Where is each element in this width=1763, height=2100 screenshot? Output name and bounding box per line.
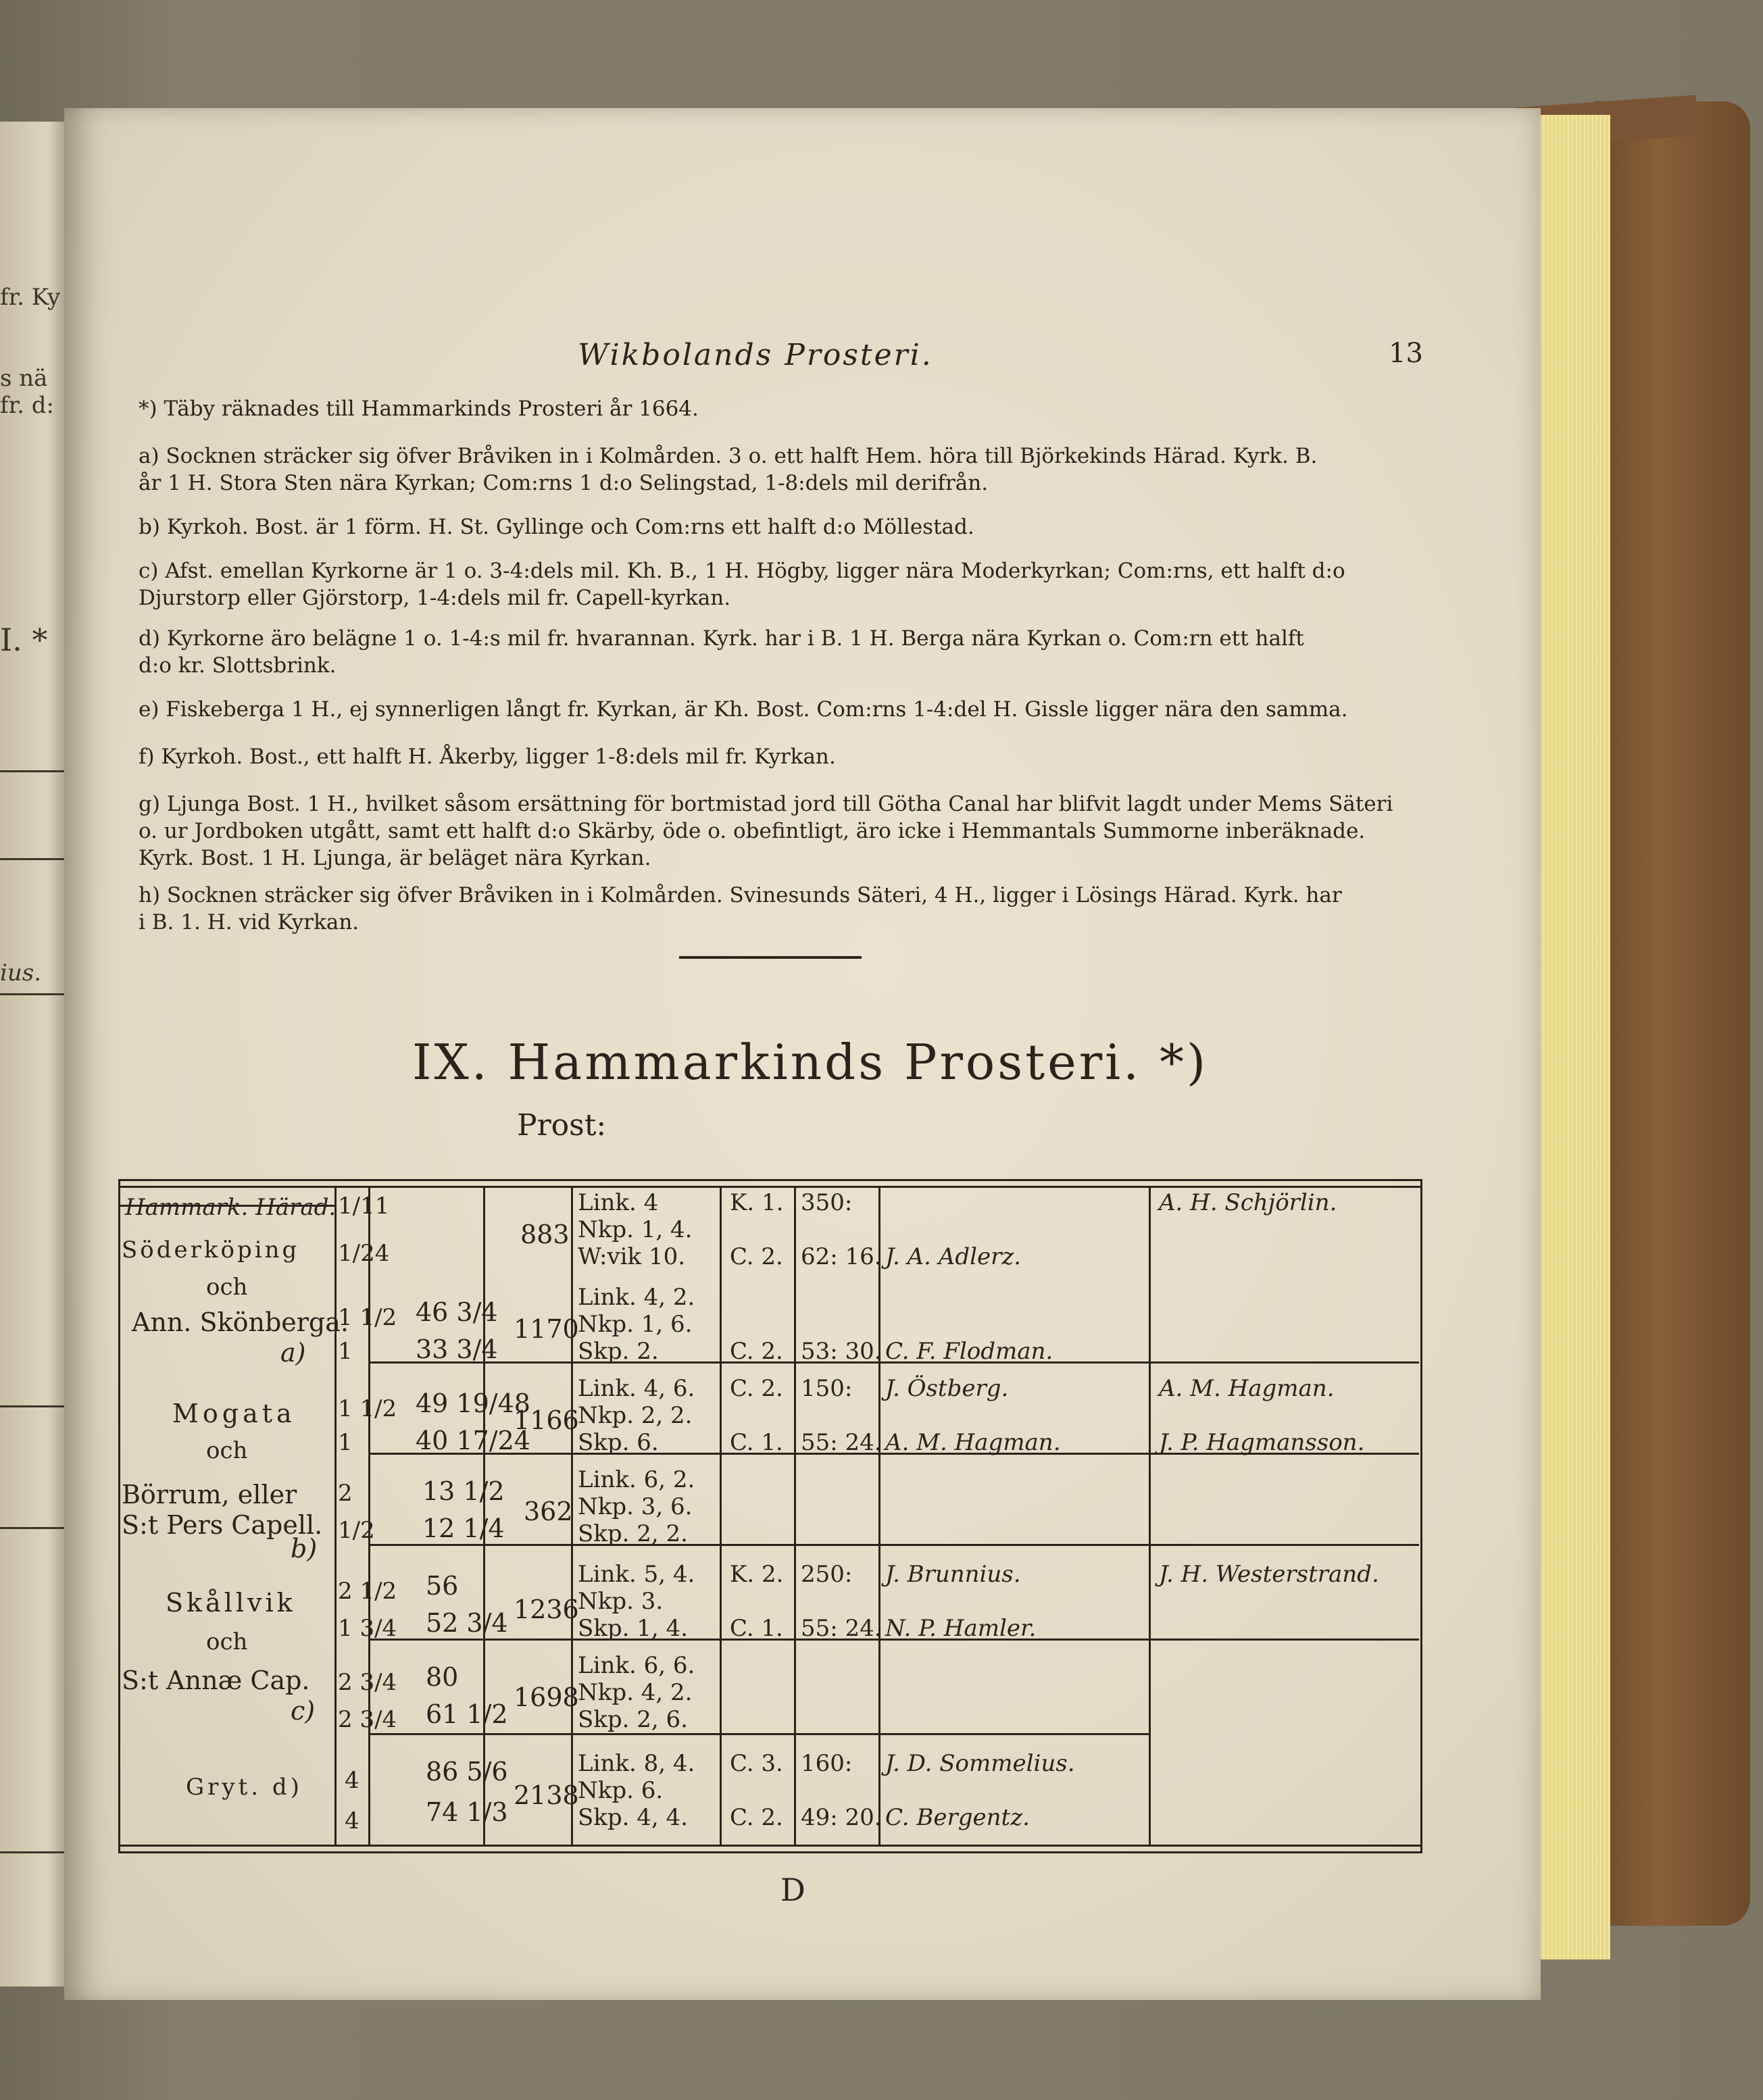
section-title: IX. Hammarkinds Prosteri. *): [412, 1034, 1209, 1091]
table-cell-parish: c): [291, 1696, 316, 1726]
table-cell-class: K. 2.: [730, 1561, 784, 1588]
table-cell-area: 33 3/4: [416, 1334, 498, 1364]
table-cell-hemman: 1 1/2: [338, 1304, 397, 1331]
table-cell-salary: 350:: [801, 1189, 853, 1216]
table-cell-route: Link. 5, 4.: [578, 1561, 695, 1588]
footnote: f) Kyrkoh. Bost., ett halft H. Åkerby, ligger 1-8:dels mil fr. Kyrkan.: [139, 745, 836, 769]
signature-mark: D: [780, 1872, 805, 1908]
table-cell-total: 1170: [514, 1314, 579, 1344]
table-rule: [118, 1186, 1422, 1188]
table-cell-total: 1236: [514, 1595, 579, 1624]
table-cell-route: Skp. 6.: [578, 1429, 659, 1456]
table-cell-total: 2138: [514, 1780, 579, 1810]
table-cell-route: Link. 6, 6.: [578, 1652, 695, 1679]
table-cell-class: C. 1.: [730, 1615, 783, 1642]
table-cell-class: C. 1.: [730, 1429, 783, 1456]
table-cell-area: 52 3/4: [426, 1608, 508, 1638]
left-rule: [0, 1527, 68, 1529]
left-rule: [0, 1851, 68, 1853]
table-cell-incumbent: J. D. Sommelius.: [885, 1750, 1075, 1777]
table-cell-route: Link. 8, 4.: [578, 1750, 695, 1777]
left-page-fragment: [0, 122, 68, 1986]
table-rule: [1420, 1179, 1422, 1851]
table-cell-route: Link. 4, 6.: [578, 1375, 695, 1402]
table-cell-route: Skp. 2, 2.: [578, 1520, 688, 1547]
table-cell-route: Nkp. 4, 2.: [578, 1679, 693, 1706]
table-cell-area: 74 1/3: [426, 1797, 508, 1827]
left-rule: [0, 993, 68, 995]
table-cell-total: 883: [520, 1220, 570, 1249]
parish-table: [118, 1179, 1422, 1855]
table-cell-area: 56: [426, 1571, 459, 1601]
table-cell-area: 49 19/48: [416, 1389, 530, 1418]
table-cell-hemman: 4: [345, 1807, 359, 1834]
footnote: c) Afst. emellan Kyrkorne är 1 o. 3-4:dels mil. Kh. B., 1 H. Högby, ligger nära Moderkyrkan; Com:rns, ett halft d:o Djurstorp eller Gjörstorp, 1-4:dels mil fr. Capell-kyrkan.: [139, 559, 1345, 610]
footnote: *) Täby räknades till Hammarkinds Prosteri år 1664.: [139, 397, 699, 421]
table-cell-hemman: 4: [345, 1767, 359, 1794]
table-cell-salary: 55: 24.: [801, 1429, 882, 1456]
table-rule: [368, 1186, 370, 1845]
table-cell-route: Nkp. 1, 6.: [578, 1311, 693, 1338]
table-cell-salary: 49: 20.: [801, 1804, 882, 1831]
table-cell-route: Nkp. 1, 4.: [578, 1216, 693, 1243]
table-cell-prost: A. M. Hagman.: [1159, 1375, 1335, 1402]
table-cell-prost: J. H. Westerstrand.: [1159, 1561, 1379, 1588]
table-cell-route: Link. 4, 2.: [578, 1284, 695, 1311]
table-cell-salary: 150:: [801, 1375, 853, 1402]
table-cell-area: 46 3/4: [416, 1297, 498, 1327]
table-cell-route: Nkp. 3.: [578, 1588, 664, 1615]
table-cell-parish: och: [206, 1274, 248, 1301]
table-cell-route: Skp. 1, 4.: [578, 1615, 688, 1642]
table-cell-area: 61 1/2: [426, 1699, 508, 1729]
table-cell-incumbent: N. P. Hamler.: [885, 1615, 1037, 1642]
table-cell-salary: 160:: [801, 1750, 853, 1777]
table-cell-route: Skp. 2.: [578, 1338, 659, 1365]
left-margin-text: ius.: [0, 959, 42, 986]
table-cell-parish: och: [206, 1437, 248, 1464]
left-margin-text: fr. d:: [0, 392, 54, 419]
page-number: 13: [1389, 338, 1423, 369]
table-cell-incumbent: C. Bergentz.: [885, 1804, 1030, 1831]
table-cell-class: K. 1.: [730, 1189, 784, 1216]
table-rule: [118, 1851, 1422, 1853]
table-cell-area: 12 1/4: [422, 1514, 505, 1543]
table-rule: [368, 1733, 1149, 1735]
table-cell-class: C. 2.: [730, 1375, 783, 1402]
table-cell-hemman: 2 3/4: [338, 1706, 397, 1733]
table-cell-parish: Mogata: [172, 1399, 296, 1428]
left-margin-text: s nä: [0, 365, 48, 392]
table-cell-incumbent: C. F. Flodman.: [885, 1338, 1053, 1365]
footnote: d) Kyrkorne äro belägne 1 o. 1-4:s mil fr. hvarannan. Kyrk. har i B. 1 H. Berga nära Kyrkan o. Com:rn ett halft d:o kr. Slottsbrink.: [139, 626, 1304, 678]
table-cell-parish: Skållvik: [166, 1588, 296, 1618]
table-cell-total: 1698: [514, 1682, 579, 1712]
table-cell-hemman: 1/2: [338, 1517, 375, 1544]
footnote: b) Kyrkoh. Bost. är 1 förm. H. St. Gyllinge och Com:rns ett halft d:o Möllestad.: [139, 515, 974, 539]
left-margin-text: fr. Ky: [0, 284, 61, 311]
section-divider: [679, 956, 862, 959]
table-cell-route: Skp. 4, 4.: [578, 1804, 688, 1831]
table-cell-route: Link. 4: [578, 1189, 659, 1216]
table-cell-salary: 53: 30.: [801, 1338, 882, 1365]
table-rule: [118, 1845, 1422, 1847]
table-cell-incumbent: J. Brunnius.: [885, 1561, 1021, 1588]
table-cell-route: Nkp. 6.: [578, 1777, 664, 1804]
table-rule: [368, 1544, 1419, 1546]
table-cell-hemman: 1: [338, 1338, 353, 1365]
table-cell-class: C. 2.: [730, 1338, 783, 1365]
table-cell-salary: 62: 16.: [801, 1243, 882, 1270]
table-cell-parish: S:t Annæ Cap.: [122, 1666, 310, 1695]
table-cell-route: Nkp. 3, 6.: [578, 1493, 693, 1520]
table-rule: [878, 1186, 880, 1845]
page-edges: [1534, 115, 1610, 1959]
table-cell-incumbent: J. Östberg.: [885, 1375, 1009, 1402]
table-cell-parish: b): [291, 1534, 318, 1564]
table-cell-hemman: 1/11: [338, 1193, 390, 1220]
table-cell-class: C. 2.: [730, 1243, 783, 1270]
table-cell-hemman: 2: [338, 1480, 353, 1507]
table-cell-parish: Ann. Skönberga.: [132, 1307, 349, 1337]
footnote: a) Socknen sträcker sig öfver Bråviken in i Kolmården. 3 o. ett halft Hem. höra till Björkekinds Härad. Kyrk. B. år 1 H. Stora Sten nära Kyrkan; Com:rns 1 d:o Selingstad, 1-8:dels mil derifrån.: [139, 444, 1318, 495]
left-rule: [0, 1405, 68, 1407]
table-cell-hemman: 1 1/2: [338, 1395, 397, 1422]
table-cell-area: 13 1/2: [422, 1476, 505, 1506]
table-cell-total: 362: [524, 1497, 573, 1526]
table-rule: [118, 1179, 1422, 1181]
table-cell-area: 40 17/24: [416, 1426, 530, 1455]
table-cell-incumbent: J. A. Adlerz.: [885, 1243, 1022, 1270]
table-cell-prost: J. P. Hagmansson.: [1159, 1429, 1365, 1456]
table-cell-class: C. 2.: [730, 1804, 783, 1831]
table-cell-parish: Börrum, eller: [122, 1480, 297, 1509]
left-rule: [0, 858, 68, 860]
table-cell-incumbent: A. M. Hagman.: [885, 1429, 1061, 1456]
table-cell-route: Skp. 2, 6.: [578, 1706, 688, 1733]
table-rule: [794, 1186, 796, 1845]
table-cell-prost: A. H. Schjörlin.: [1159, 1189, 1337, 1216]
table-cell-total: 1166: [514, 1405, 579, 1435]
table-cell-parish: Hammark. Härad.: [125, 1194, 337, 1221]
table-rule: [334, 1186, 337, 1845]
table-rule: [720, 1186, 722, 1845]
table-cell-salary: 250:: [801, 1561, 853, 1588]
book-page: [64, 108, 1541, 2000]
footnote: h) Socknen sträcker sig öfver Bråviken in i Kolmården. Svinesunds Säteri, 4 H., ligger i Lösings Härad. Kyrk. har i B. 1. H. vid Kyrkan.: [139, 883, 1342, 934]
left-rule: [0, 770, 68, 772]
footnote: e) Fiskeberga 1 H., ej synnerligen långt fr. Kyrkan, är Kh. Bost. Com:rns 1-4:del H. Gissle ligger nära den samma.: [139, 697, 1348, 722]
table-cell-hemman: 1: [338, 1429, 353, 1456]
table-cell-parish: Gryt. d): [186, 1774, 303, 1801]
running-header: Wikbolands Prosteri.: [578, 338, 933, 372]
table-cell-parish: och: [206, 1628, 248, 1655]
table-cell-salary: 55: 24.: [801, 1615, 882, 1642]
table-cell-route: Link. 6, 2.: [578, 1466, 695, 1493]
table-cell-route: W:vik 10.: [578, 1243, 686, 1270]
table-cell-hemman: 2 3/4: [338, 1669, 397, 1696]
table-cell-parish: S:t Pers Capell.: [122, 1510, 323, 1540]
table-cell-hemman: 1 3/4: [338, 1615, 397, 1642]
table-rule: [1149, 1186, 1151, 1845]
table-cell-class: C. 3.: [730, 1750, 783, 1777]
book-cover-edge: [1595, 101, 1750, 1926]
table-cell-parish: a): [280, 1338, 306, 1368]
section-subtitle: Prost:: [517, 1108, 607, 1143]
table-cell-area: 80: [426, 1662, 459, 1692]
table-cell-parish: Söderköping: [122, 1236, 300, 1264]
footnote: g) Ljunga Bost. 1 H., hvilket såsom ersättning för bortmistad jord till Götha Canal har blifvit lagdt under Mems Säteri o. ur Jordboken utgått, samt ett halft d:o Skärby, öde o. obefintligt, äro icke i Hemmantals Summorne inberäknade. Kyrk. Bost. 1 H. Ljunga, är beläget nära Kyrkan.: [139, 792, 1393, 870]
table-cell-hemman: 1/24: [338, 1240, 390, 1267]
table-cell-hemman: 2 1/2: [338, 1578, 397, 1605]
table-cell-area: 86 5/6: [426, 1757, 508, 1786]
left-margin-text: I. *: [0, 622, 48, 658]
table-cell-route: Nkp. 2, 2.: [578, 1402, 693, 1429]
table-rule: [118, 1179, 120, 1851]
